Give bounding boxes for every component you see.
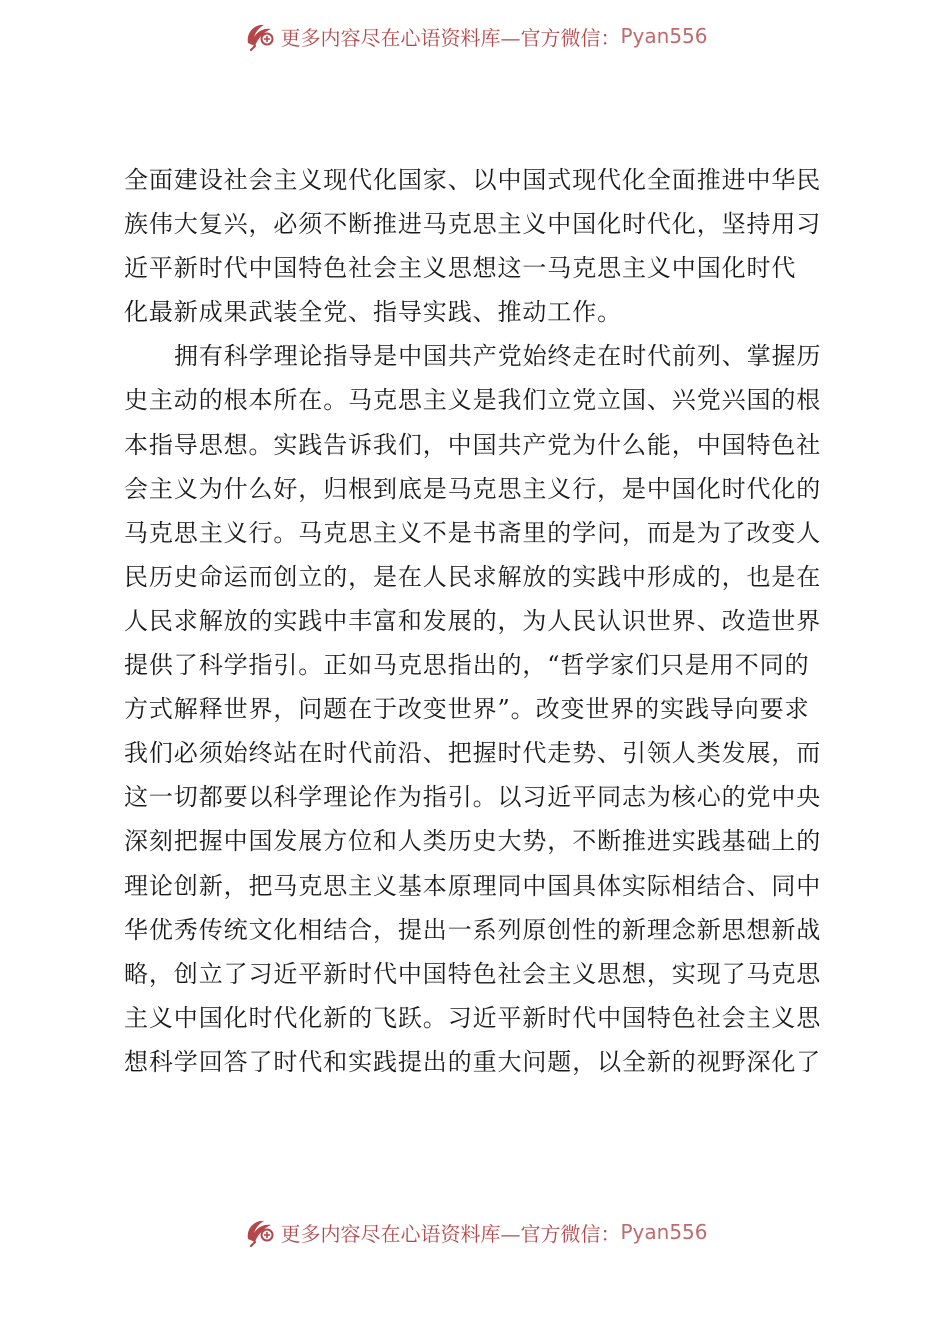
paragraph [124, 334, 834, 1084]
text-line: 华优秀传统文化相结合，提出一系列原创性的新理念新思想新战 [124, 915, 822, 944]
text-line: 近平新时代中国特色社会主义思想这一马克思主义中国化时代 [124, 254, 797, 283]
text-line: 族伟大复兴，必须不断推进马克思主义中国化时代化，坚持用习 [124, 210, 822, 239]
text-line: 这一切都要以科学理论作为指引。以习近平同志为核心的党中央 [124, 783, 822, 812]
banner-text: 更多内容尽在心语资料库—官方微信： [280, 1221, 621, 1246]
footer-banner [0, 1212, 950, 1252]
wechat-id: Pyan556 [620, 24, 708, 48]
text-line: 我们必须始终站在时代前沿、把握时代走势、引领人类发展，而 [124, 739, 822, 768]
text-line: 马克思主义行。马克思主义不是书斋里的学问，而是为了改变人 [124, 518, 822, 547]
text-line: 本指导思想。实践告诉我们，中国共产党为什么能，中国特色社 [124, 430, 822, 459]
text-line: 想科学回答了时代和实践提出的重大问题，以全新的视野深化了 [124, 1047, 822, 1076]
text-line: 拥有科学理论指导是中国共产党始终走在时代前列、掌握历 [174, 342, 822, 371]
text-line: 深刻把握中国发展方位和人类历史大势，不断推进实践基础上的 [124, 827, 822, 856]
banner-text: 更多内容尽在心语资料库—官方微信： [280, 25, 621, 50]
text-line: 史主动的根本所在。马克思主义是我们立党立国、兴党兴国的根 [124, 386, 822, 415]
paragraph [124, 158, 834, 334]
pen-quill-logo-icon [242, 1215, 276, 1249]
text-line: 略，创立了习近平新时代中国特色社会主义思想，实现了马克思 [124, 959, 822, 988]
text-line: 会主义为什么好，归根到底是马克思主义行，是中国化时代化的 [124, 474, 822, 503]
text-line: 理论创新，把马克思主义基本原理同中国具体实际相结合、同中 [124, 871, 822, 900]
document-body [124, 158, 834, 1084]
header-banner [0, 16, 950, 56]
text-line: 提供了科学指引。正如马克思指出的，“哲学家们只是用不同的 [124, 651, 810, 680]
text-line: 全面建设社会主义现代化国家、以中国式现代化全面推进中华民 [124, 166, 822, 194]
text-line: 方式解释世界，问题在于改变世界”。改变世界的实践导向要求 [124, 695, 810, 724]
text-line: 主义中国化时代化新的飞跃。习近平新时代中国特色社会主义思 [124, 1003, 822, 1032]
text-line: 化最新成果武装全党、指导实践、推动工作。 [124, 298, 622, 327]
text-line: 人民求解放的实践中丰富和发展的，为人民认识世界、改造世界 [124, 606, 822, 635]
pen-quill-logo-icon [242, 19, 276, 53]
text-line: 民历史命运而创立的，是在人民求解放的实践中形成的，也是在 [124, 562, 822, 591]
wechat-id: Pyan556 [620, 1220, 708, 1244]
